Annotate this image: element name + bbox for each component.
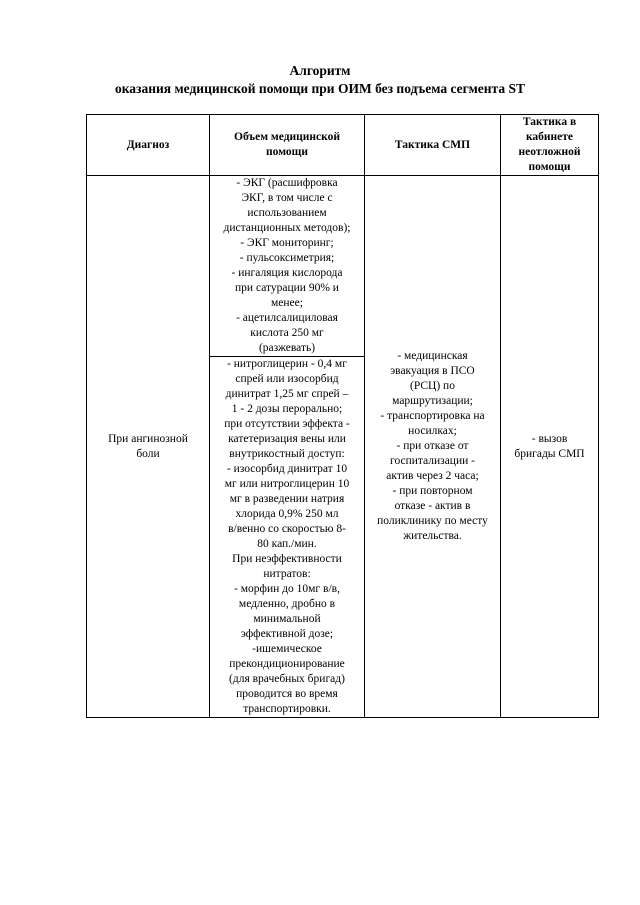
- header-diagnosis: Диагноз: [87, 115, 210, 176]
- header-urgent-tactics: Тактика в кабинете неотложной помощи: [501, 115, 599, 176]
- title-line-2: оказания медицинской помощи при ОИМ без подъема сегмента ST: [114, 81, 525, 96]
- diagnosis-cell: При ангинозной боли: [87, 176, 210, 718]
- header-volume: Объем медицинской помощи: [210, 115, 365, 176]
- urgent-tactics-cell: - вызов бригады СМП: [501, 176, 599, 718]
- header-smp-tactics: Тактика СМП: [365, 115, 501, 176]
- document-title: [0, 62, 640, 98]
- title-line-1: Алгоритм: [289, 63, 351, 78]
- table-header-row: [87, 115, 599, 176]
- algorithm-table: [86, 114, 599, 718]
- table-row: [87, 176, 599, 357]
- volume-cell-diagnostics: - ЭКГ (расшифровка ЭКГ, в том числе с использованием дистанционных методов); - ЭКГ мониторинг; - пульсоксиметрия; - ингаляция кислорода при сатурации 90% и менее; - ацетилсалициловая кислота 250 мг (разжевать): [210, 176, 365, 357]
- smp-tactics-cell: - медицинская эвакуация в ПСО (РСЦ) по маршрутизации; - транспортировка на носилках; - при отказе от госпитализации - актив через 2 часа; - при повторном отказе - актив в поликлинику по месту жительства.: [365, 176, 501, 718]
- volume-cell-treatment: - нитроглицерин - 0,4 мг спрей или изосорбид динитрат 1,25 мг спрей – 1 - 2 дозы перорально; при отсутствии эффекта - катетеризация вены или внутрикостный доступ: - изосорбид динитрат 10 мг или нитроглицерин 10 мг в разведении натрия хлорида 0,9% 250 мл в/венно со скоростью 8- 80 кап./мин. При неэффективности нитратов: - морфин до 10мг в/в, медленно, дробно в минимальной эффективной дозе; -ишемическое прекондиционирование (для врачебных бригад) проводится во время транспортировки.: [210, 357, 365, 718]
